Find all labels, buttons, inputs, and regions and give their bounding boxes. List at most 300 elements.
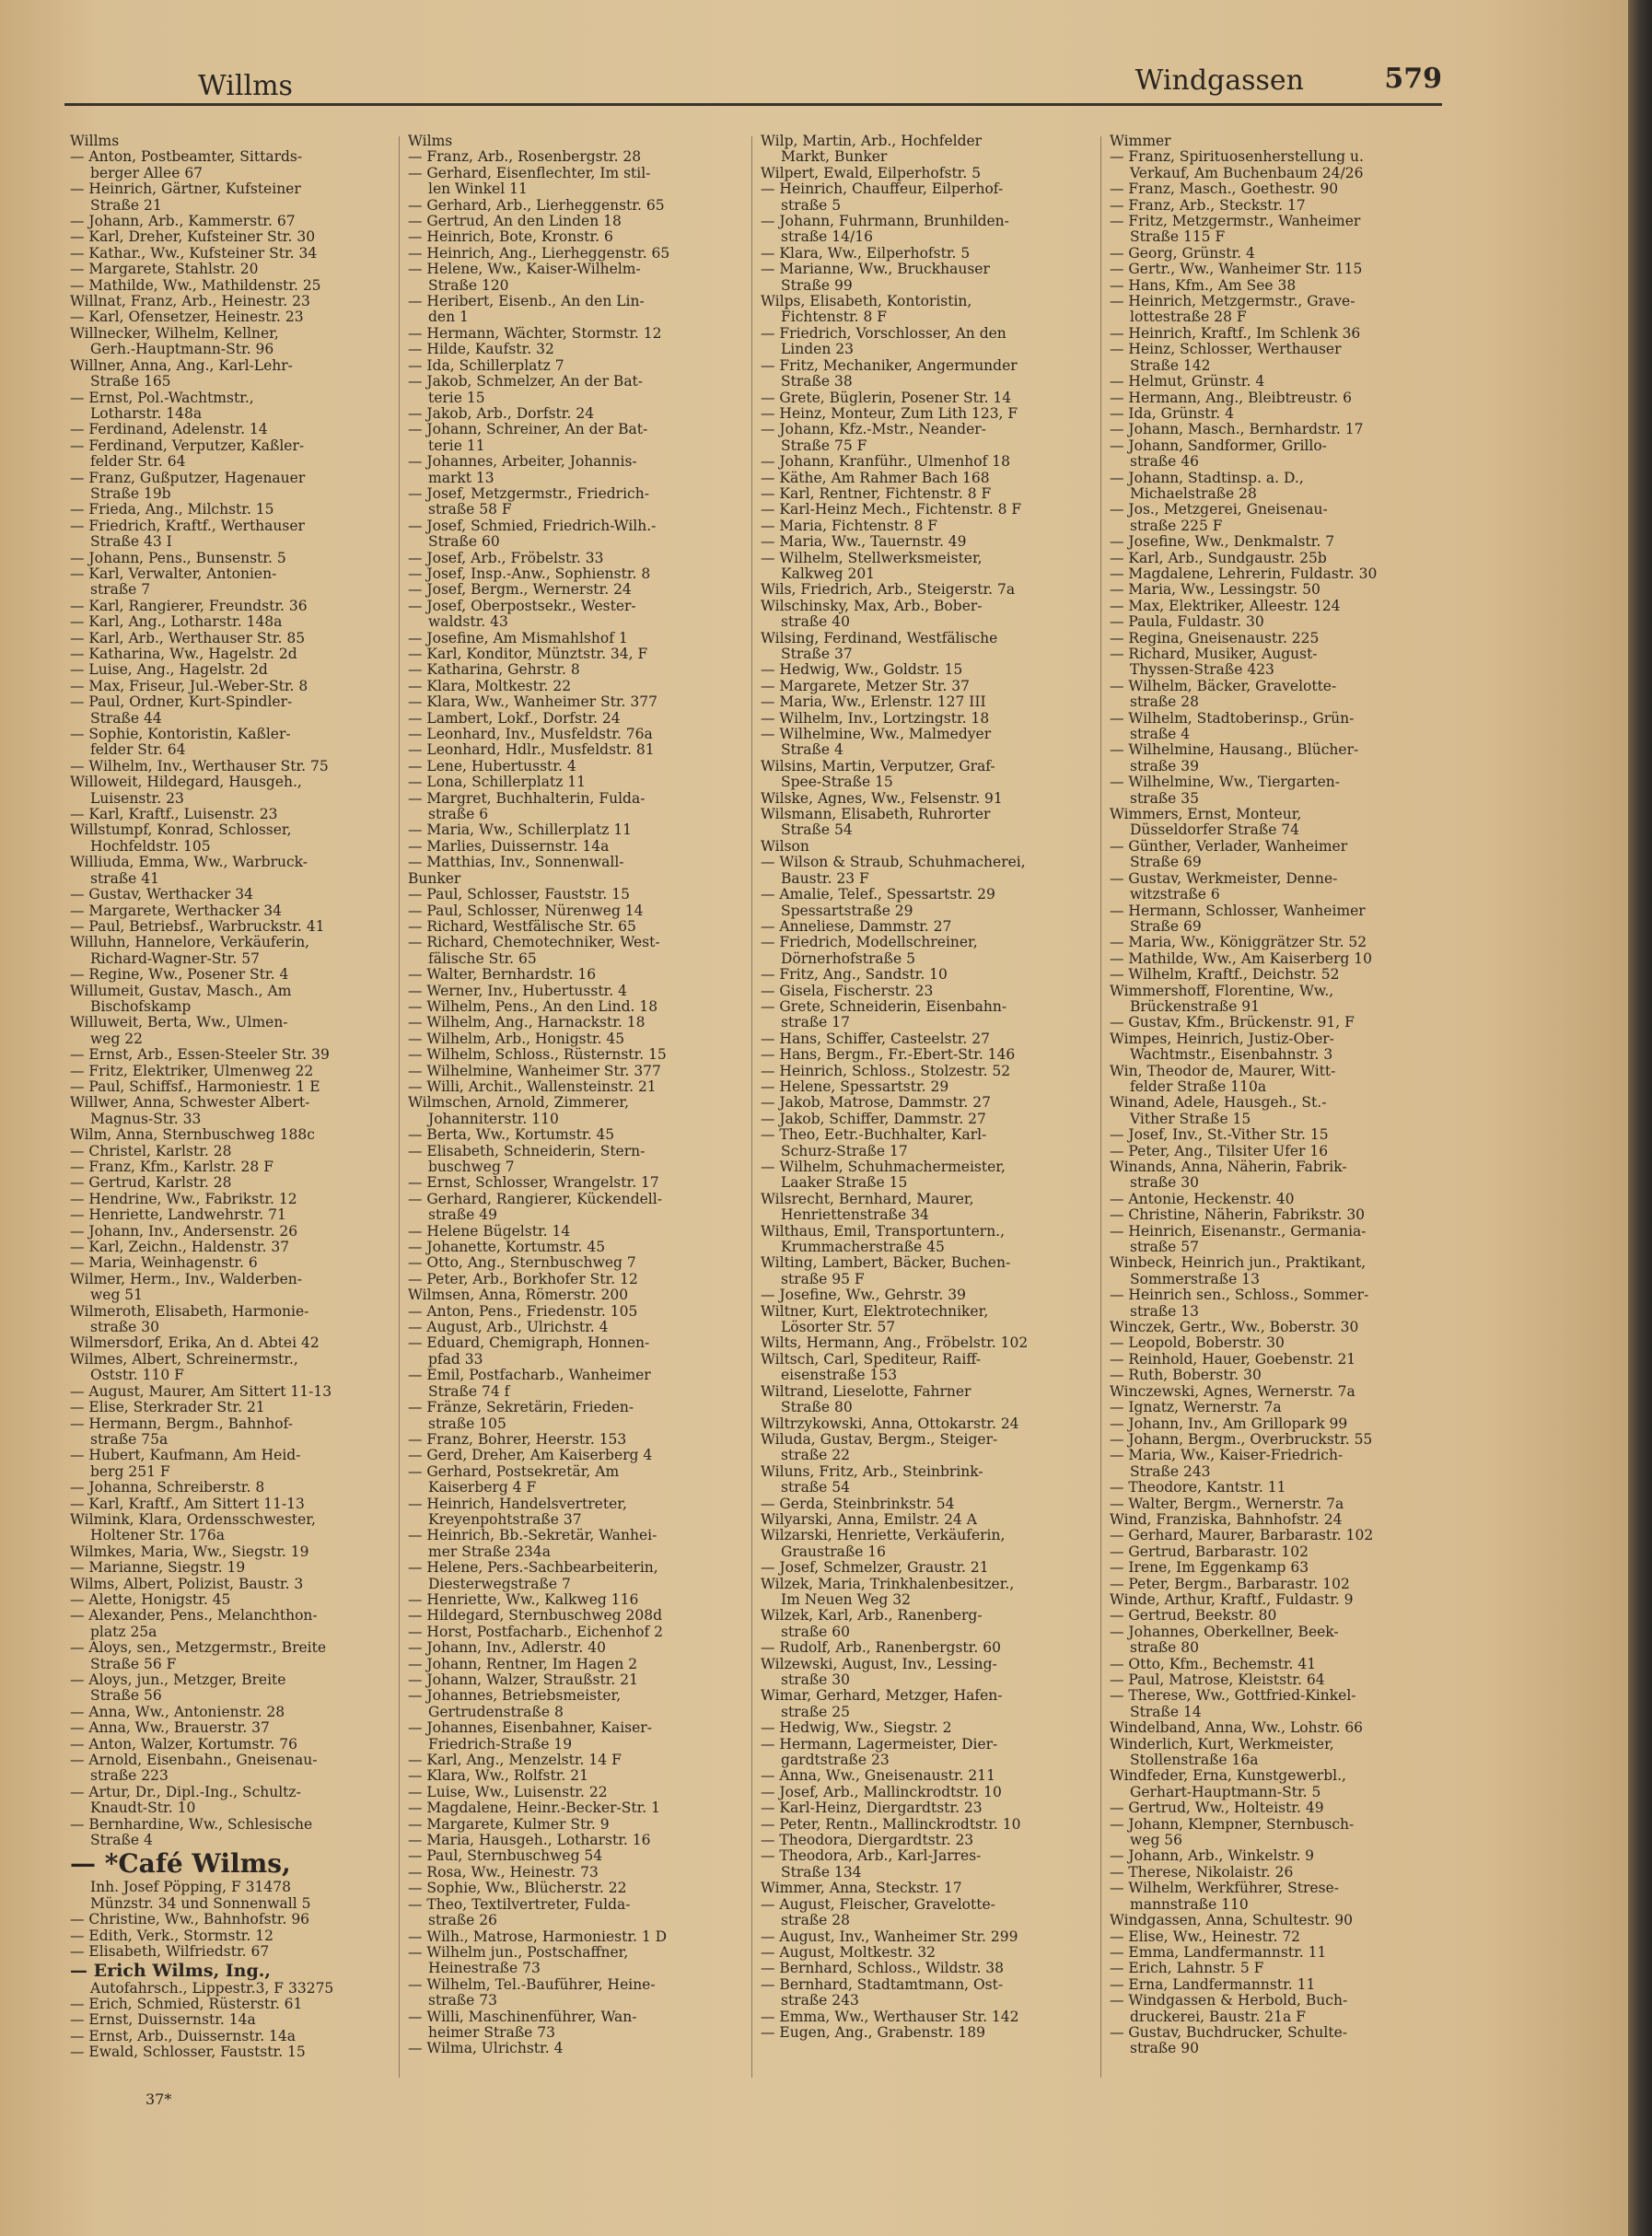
page-header bbox=[64, 59, 1442, 106]
entry-line: — Paul, Schiffsf., Harmoniestr. 1 E bbox=[70, 1078, 320, 1095]
entry-line: Wilpert, Ewald, Eilperhofstr. 5 bbox=[761, 165, 982, 181]
entry-line: markt 13 bbox=[428, 470, 494, 486]
entry-line: — Karl, Zeichn., Haldenstr. 37 bbox=[70, 1240, 290, 1256]
entry-line: — Katharina, Gehrstr. 8 bbox=[408, 662, 580, 679]
entry-line: Wilting, Lambert, Bäcker, Buchen- bbox=[761, 1255, 1011, 1272]
entry-line: Kreyenpohtstraße 37 bbox=[428, 1511, 582, 1528]
entry-line: Inh. Josef Pöpping, F 31478 bbox=[90, 1880, 291, 1896]
entry-line: len Winkel 11 bbox=[428, 181, 528, 198]
entry-line: — Heinrich, Kraftf., Im Schlenk 36 bbox=[1110, 325, 1361, 342]
entry-line: Stollenstraße 16a bbox=[1130, 1753, 1259, 1769]
entry-line: Luisenstr. 23 bbox=[90, 790, 184, 807]
entry-line: Markt, Bunker bbox=[781, 149, 888, 166]
entry-line: Willuweit, Berta, Ww., Ulmen- bbox=[70, 1015, 288, 1031]
entry-line: — Heinrich, Bb.-Sekretär, Wanhei- bbox=[408, 1528, 657, 1544]
entry-line: Spee-Straße 15 bbox=[781, 774, 893, 791]
entry-line: Vither Straße 15 bbox=[1130, 1111, 1251, 1127]
entry-line: — Anton, Pens., Friedenstr. 105 bbox=[408, 1303, 638, 1320]
entry-line: straße 6 bbox=[428, 807, 489, 823]
entry-line: — Anna, Ww., Gneisenaustr. 211 bbox=[761, 1768, 995, 1785]
entry-line: — Gustav, Kfm., Brückenstr. 91, F bbox=[1110, 1015, 1355, 1031]
entry-line: Straße 60 bbox=[428, 534, 500, 551]
entry-line: Straße 69 bbox=[1130, 918, 1202, 935]
entry-line: — Karl, Rangierer, Freundstr. 36 bbox=[70, 598, 308, 614]
entry-line: straße 30 bbox=[1130, 1175, 1200, 1192]
entry-line: Sommerstraße 13 bbox=[1130, 1271, 1260, 1287]
entry-line: — Magdalene, Lehrerin, Fuldastr. 30 bbox=[1110, 565, 1378, 582]
entry-line: — Lambert, Lokf., Dorfstr. 24 bbox=[408, 710, 621, 727]
entry-line: Wilm, Anna, Sternbuschweg 188c bbox=[70, 1127, 315, 1144]
entry-line: Magnus-Str. 33 bbox=[90, 1111, 202, 1127]
entry-line: — Johanette, Kortumstr. 45 bbox=[408, 1240, 606, 1256]
entry-line: — Ignatz, Wernerstr. 7a bbox=[1110, 1400, 1282, 1416]
entry-line: — Hans, Schiffer, Casteelstr. 27 bbox=[761, 1031, 991, 1047]
entry-line: — Regina, Gneisenaustr. 225 bbox=[1110, 630, 1320, 646]
entry-line: — Kathar., Ww., Kufsteiner Str. 34 bbox=[70, 245, 318, 262]
entry-line: Windfeder, Erna, Kunstgewerbl., bbox=[1110, 1768, 1346, 1785]
entry-line: — Peter, Bergm., Barbarastr. 102 bbox=[1110, 1576, 1350, 1592]
entry-line: — Wilhelm, Arb., Honigstr. 45 bbox=[408, 1031, 625, 1047]
entry-line: Spessartstraße 29 bbox=[781, 903, 913, 919]
entry-line: — Heinrich, Eisenanstr., Germania- bbox=[1110, 1223, 1367, 1240]
entry-line: — Josef, Bergm., Wernerstr. 24 bbox=[408, 582, 632, 599]
entry-line: Wilts, Hermann, Ang., Fröbelstr. 102 bbox=[761, 1335, 1029, 1352]
entry-line: — Richard, Westfälische Str. 65 bbox=[408, 918, 636, 935]
entry-line: — Ruth, Boberstr. 30 bbox=[1110, 1368, 1262, 1384]
entry-line: — Heinrich sen., Schloss., Sommer- bbox=[1110, 1287, 1369, 1304]
entry-line: — Christel, Karlstr. 28 bbox=[70, 1143, 232, 1159]
entry-line: straße 80 bbox=[1130, 1640, 1200, 1657]
column-2 bbox=[408, 134, 745, 2057]
entry-line: Düsseldorfer Straße 74 bbox=[1130, 822, 1300, 839]
entry-line: weg 22 bbox=[90, 1031, 144, 1047]
entry-line: — Paul, Ordner, Kurt-Spindler- bbox=[70, 694, 293, 711]
entry-line: — Georg, Grünstr. 4 bbox=[1110, 245, 1255, 262]
entry-line: — Therese, Nikolaistr. 26 bbox=[1110, 1864, 1294, 1881]
entry-line: Wilsins, Martin, Verputzer, Graf- bbox=[761, 758, 995, 774]
entry-line: — Wilhelm, Ang., Harnackstr. 18 bbox=[408, 1015, 646, 1031]
entry-line: straße 54 bbox=[781, 1480, 851, 1496]
entry-line: — Christine, Ww., Bahnhofstr. 96 bbox=[70, 1912, 310, 1928]
entry-line: Wilschinsky, Max, Arb., Bober- bbox=[761, 598, 983, 614]
entry-line: — Peter, Ang., Tilsiter Ufer 16 bbox=[1110, 1143, 1329, 1159]
entry-line: Wils, Friedrich, Arb., Steigerstr. 7a bbox=[761, 582, 1016, 599]
entry-line: berg 251 F bbox=[90, 1463, 170, 1480]
entry-line: — Luise, Ww., Luisenstr. 22 bbox=[408, 1784, 608, 1800]
entry-line: mer Straße 234a bbox=[428, 1543, 551, 1560]
entry-line: — Johann, Kranführ., Ulmenhof 18 bbox=[761, 454, 1010, 471]
entry-line: Wilsing, Ferdinand, Westfälische bbox=[761, 630, 998, 646]
entry-line: — Ida, Schillerplatz 7 bbox=[408, 357, 564, 374]
entry-line: — Horst, Postfacharb., Eichenhof 2 bbox=[408, 1624, 663, 1640]
entry-line: — Jakob, Arb., Dorfstr. 24 bbox=[408, 405, 595, 422]
entry-line: — Fritz, Metzgermstr., Wanheimer bbox=[1110, 214, 1361, 230]
entry-line: — Erich, Lahnstr. 5 F bbox=[1110, 1961, 1264, 1977]
entry-line: — Johann, Arb., Winkelstr. 9 bbox=[1110, 1848, 1315, 1865]
entry-line: Wilzarski, Henriette, Verkäuferin, bbox=[761, 1528, 1006, 1544]
entry-line: — Gertrud, Karlstr. 28 bbox=[70, 1175, 232, 1192]
entry-line: Münzstr. 34 und Sonnenwall 5 bbox=[90, 1895, 311, 1912]
entry-line: Wilps, Elisabeth, Kontoristin, bbox=[761, 294, 972, 310]
entry-line: — Theodora, Diergardtstr. 23 bbox=[761, 1833, 974, 1849]
entry-line: — Edith, Verk., Stormstr. 12 bbox=[70, 1927, 273, 1944]
entry-line: — Gerd, Dreher, Am Kaiserberg 4 bbox=[408, 1448, 653, 1464]
entry-line: — Walter, Bernhardstr. 16 bbox=[408, 967, 597, 984]
entry-line: den 1 bbox=[428, 309, 469, 326]
entry-line: eisenstraße 153 bbox=[781, 1368, 898, 1384]
entry-line: — Josef, Arb., Fröbelstr. 33 bbox=[408, 550, 604, 566]
entry-line: — Fritz, Mechaniker, Angermunder bbox=[761, 357, 1018, 374]
entry-line: straße 14/16 bbox=[781, 229, 873, 246]
entry-line: waldstr. 43 bbox=[428, 614, 508, 631]
entry-line: — Alexander, Pens., Melanchthon- bbox=[70, 1608, 318, 1625]
entry-line: Straße 44 bbox=[90, 710, 162, 727]
entry-line: — Antonie, Heckenstr. 40 bbox=[1110, 1191, 1295, 1207]
entry-line: straße 49 bbox=[428, 1207, 498, 1224]
entry-line: — Gerhard, Eisenflechter, Im stil- bbox=[408, 165, 651, 181]
entry-line: — August, Fleischer, Gravelotte- bbox=[761, 1896, 995, 1913]
entry-line: — Karl, Konditor, Münztstr. 34, F bbox=[408, 646, 648, 662]
entry-line: — Karl, Arb., Werthauser Str. 85 bbox=[70, 630, 306, 646]
entry-line: — Artur, Dr., Dipl.-Ing., Schultz- bbox=[70, 1784, 301, 1800]
entry-line: Win, Theodor de, Maurer, Witt- bbox=[1110, 1063, 1336, 1079]
entry-line: — Hubert, Kaufmann, Am Heid- bbox=[70, 1448, 301, 1464]
entry-line: — Jakob, Schiffer, Dammstr. 27 bbox=[761, 1111, 986, 1127]
entry-line: — Gustav, Werthacker 34 bbox=[70, 887, 253, 903]
entry-line: Straße 134 bbox=[781, 1864, 862, 1881]
entry-line: — Paul, Schlosser, Nürenweg 14 bbox=[408, 903, 644, 919]
entry-line: buschweg 7 bbox=[428, 1159, 515, 1175]
entry-line: Knaudt-Str. 10 bbox=[90, 1800, 196, 1817]
entry-line: — Franz, Spirituosenherstellung u. bbox=[1110, 149, 1364, 166]
entry-line: Holtener Str. 176a bbox=[90, 1528, 225, 1544]
column-3 bbox=[761, 134, 1098, 2041]
entry-line: druckerei, Baustr. 21a F bbox=[1130, 2009, 1306, 2025]
entry-line: straße 58 F bbox=[428, 502, 512, 518]
entry-line: — Johanna, Schreiberstr. 8 bbox=[70, 1480, 265, 1496]
entry-line: — Gertrud, Ww., Holteistr. 49 bbox=[1110, 1800, 1324, 1817]
entry-line: — Wilhelm, Tel.-Bauführer, Heine- bbox=[408, 1976, 656, 1993]
entry-line: — Johann, Klempner, Sternbusch- bbox=[1110, 1816, 1355, 1833]
entry-line: — Friedrich, Vorschlosser, An den bbox=[761, 325, 1006, 342]
entry-line: Wilske, Agnes, Ww., Felsenstr. 91 bbox=[761, 790, 1003, 807]
entry-line: mannstraße 110 bbox=[1130, 1896, 1249, 1913]
entry-line: pfad 33 bbox=[428, 1351, 483, 1368]
entry-line: — Johann, Rentner, Im Hagen 2 bbox=[408, 1656, 638, 1672]
entry-line: — Leonhard, Inv., Musfeldstr. 76a bbox=[408, 727, 653, 743]
entry-line: — Elisabeth, Schneiderin, Stern- bbox=[408, 1143, 646, 1159]
entry-line: Winczek, Gertr., Ww., Boberstr. 30 bbox=[1110, 1320, 1359, 1336]
entry-line: Kaiserberg 4 F bbox=[428, 1480, 537, 1496]
entry-line: — Friedrich, Kraftf., Werthauser bbox=[70, 518, 305, 534]
entry-line: Wiluns, Fritz, Arb., Steinbrink- bbox=[761, 1463, 983, 1480]
entry-line: — Gertrud, An den Linden 18 bbox=[408, 214, 622, 230]
entry-line: — Wilhelmine, Wanheimer Str. 377 bbox=[408, 1063, 661, 1079]
entry-line: Wimmershoff, Florentine, Ww., bbox=[1110, 983, 1334, 999]
entry-line: felder Str. 64 bbox=[90, 454, 186, 471]
entry-line: — Rosa, Ww., Heinestr. 73 bbox=[408, 1864, 599, 1881]
entry-line: — Margarete, Kulmer Str. 9 bbox=[408, 1816, 610, 1833]
entry-line: — Therese, Ww., Gottfried-Kinkel- bbox=[1110, 1688, 1356, 1705]
entry-line: — Wilhelmine, Ww., Malmedyer bbox=[761, 727, 992, 743]
entry-line: — Marianne, Siegstr. 19 bbox=[70, 1560, 246, 1577]
entry-line: — Karl, Rentner, Fichtenstr. 8 F bbox=[761, 485, 992, 502]
entry-line: Wiltrzykowski, Anna, Ottokarstr. 24 bbox=[761, 1415, 1019, 1432]
entry-line: — Berta, Ww., Kortumstr. 45 bbox=[408, 1127, 615, 1144]
entry-line: — Jakob, Matrose, Dammstr. 27 bbox=[761, 1095, 991, 1112]
entry-line: — Bernhard, Stadtamtmann, Ost- bbox=[761, 1976, 1004, 1993]
entry-line: — Gertrud, Barbarastr. 102 bbox=[1110, 1543, 1309, 1560]
entry-line: Richard-Wagner-Str. 57 bbox=[90, 950, 260, 967]
entry-line: Wimmers, Ernst, Monteur, bbox=[1110, 807, 1302, 823]
entry-line: Bunker bbox=[408, 870, 461, 887]
entry-line: straße 26 bbox=[428, 1913, 498, 1929]
column-divider bbox=[399, 136, 400, 2078]
entry-line: — Emma, Landfermannstr. 11 bbox=[1110, 1944, 1327, 1961]
entry-line: Gerhart-Hauptmann-Str. 5 bbox=[1130, 1784, 1321, 1800]
entry-line: — Maria, Ww., Erlenstr. 127 III bbox=[761, 694, 986, 711]
entry-line: Winczewski, Agnes, Wernerstr. 7a bbox=[1110, 1383, 1355, 1400]
entry-line: Wilmsen, Anna, Römerstr. 200 bbox=[408, 1287, 629, 1304]
entry-line: — Gertr., Ww., Wanheimer Str. 115 bbox=[1110, 262, 1363, 278]
entry-line: — Josefine, Am Mismahlshof 1 bbox=[408, 630, 628, 646]
entry-line: Straße 54 bbox=[781, 822, 853, 839]
entry-line: — Helene, Ww., Kaiser-Wilhelm- bbox=[408, 262, 641, 278]
entry-line: weg 56 bbox=[1130, 1833, 1183, 1849]
entry-line: — Luise, Ang., Hagelstr. 2d bbox=[70, 662, 268, 679]
entry-line: — Johann, Inv., Am Grillopark 99 bbox=[1110, 1415, 1348, 1432]
entry-line: — Hilde, Kaufstr. 32 bbox=[408, 342, 554, 358]
entry-line: Straße 99 bbox=[781, 277, 853, 294]
entry-line: Winands, Anna, Näherin, Fabrik- bbox=[1110, 1159, 1347, 1175]
entry-line: Willnat, Franz, Arb., Heinestr. 23 bbox=[70, 294, 310, 310]
entry-line: — Irene, Im Eggenkamp 63 bbox=[1110, 1560, 1309, 1577]
entry-line: Straße 14 bbox=[1130, 1704, 1202, 1720]
entry-line: — August, Maurer, Am Sittert 11-13 bbox=[70, 1383, 332, 1400]
entry-line: straße 60 bbox=[781, 1624, 851, 1640]
entry-line: Wilson bbox=[761, 838, 809, 855]
entry-line: — Katharina, Ww., Hagelstr. 2d bbox=[70, 646, 297, 662]
entry-line: Wind, Franziska, Bahnhofstr. 24 bbox=[1110, 1511, 1343, 1528]
entry-line: — Johann, Inv., Andersenstr. 26 bbox=[70, 1223, 298, 1240]
entry-line: — *Café Wilms, bbox=[70, 1848, 291, 1880]
entry-line: — Paul, Schlosser, Fauststr. 15 bbox=[408, 887, 630, 903]
entry-line: Kalkweg 201 bbox=[781, 565, 876, 582]
entry-line: — Leopold, Boberstr. 30 bbox=[1110, 1335, 1285, 1352]
entry-line: — Henriette, Ww., Kalkweg 116 bbox=[408, 1591, 639, 1608]
entry-line: straße 40 bbox=[781, 614, 851, 631]
entry-line: — Maria, Fichtenstr. 8 F bbox=[761, 518, 938, 534]
entry-line: — Frieda, Ang., Milchstr. 15 bbox=[70, 502, 274, 518]
entry-line: Wilyarski, Anna, Emilstr. 24 A bbox=[761, 1511, 977, 1528]
entry-line: straße 73 bbox=[428, 1993, 498, 2009]
entry-line: — Ferdinand, Verputzer, Kaßler- bbox=[70, 437, 305, 454]
entry-line: — Hermann, Schlosser, Wanheimer bbox=[1110, 903, 1366, 919]
entry-line: Windgassen, Anna, Schultestr. 90 bbox=[1110, 1913, 1353, 1929]
entry-line: Gertrudenstraße 8 bbox=[428, 1704, 564, 1720]
entry-line: straße 7 bbox=[90, 582, 151, 599]
entry-line: straße 28 bbox=[1130, 694, 1200, 711]
entry-line: — Leonhard, Hdlr., Musfeldstr. 81 bbox=[408, 742, 655, 759]
entry-line: Straße 80 bbox=[781, 1400, 853, 1416]
entry-line: Straße 75 F bbox=[781, 437, 867, 454]
book-spine bbox=[1628, 0, 1652, 2236]
entry-line: — Wilhelm jun., Postschaffner, bbox=[408, 1944, 629, 1961]
entry-line: — Erich, Schmied, Rüsterstr. 61 bbox=[70, 1996, 303, 2012]
entry-line: — Maria, Ww., Schillerplatz 11 bbox=[408, 822, 633, 839]
entry-line: — Mathilde, Ww., Mathildenstr. 25 bbox=[70, 277, 321, 294]
entry-line: — Werner, Inv., Hubertusstr. 4 bbox=[408, 983, 627, 999]
entry-line: Wilp, Martin, Arb., Hochfelder bbox=[761, 134, 983, 149]
entry-line: — Wilhelm, Stellwerksmeister, bbox=[761, 550, 983, 566]
entry-line: — Heinrich, Gärtner, Kufsteiner bbox=[70, 181, 301, 198]
entry-line: gardtstraße 23 bbox=[781, 1753, 890, 1769]
entry-line: — Jos., Metzgerei, Gneisenau- bbox=[1110, 502, 1328, 518]
entry-line: berger Allee 67 bbox=[90, 165, 204, 181]
entry-line: — Helene Bügelstr. 14 bbox=[408, 1223, 571, 1240]
entry-line: Bischofskamp bbox=[90, 998, 192, 1015]
entry-line: — Hedwig, Ww., Siegstr. 2 bbox=[761, 1720, 952, 1737]
column-divider bbox=[751, 136, 752, 2078]
entry-line: Wilmeroth, Elisabeth, Harmonie- bbox=[70, 1303, 309, 1320]
entry-line: — Theodora, Arb., Karl-Jarres- bbox=[761, 1848, 982, 1865]
entry-line: straße 225 F bbox=[1130, 518, 1223, 534]
entry-line: — Karl, Dreher, Kufsteiner Str. 30 bbox=[70, 229, 316, 246]
entry-line: — Jakob, Schmelzer, An der Bat- bbox=[408, 374, 644, 390]
entry-line: — Anton, Walzer, Kortumstr. 76 bbox=[70, 1736, 297, 1753]
entry-line: straße 39 bbox=[1130, 758, 1200, 774]
entry-line: — Anneliese, Dammstr. 27 bbox=[761, 918, 952, 935]
entry-line: — Paul, Sternbuschweg 54 bbox=[408, 1848, 603, 1865]
entry-line: — Willi, Archit., Wallensteinstr. 21 bbox=[408, 1078, 657, 1095]
entry-line: Straße 4 bbox=[781, 742, 843, 759]
entry-line: — Franz, Arb., Steckstr. 17 bbox=[1110, 197, 1306, 214]
entry-line: Wilmschen, Arnold, Zimmerer, bbox=[408, 1095, 630, 1112]
entry-line: — Karl, Ofensetzer, Heinestr. 23 bbox=[70, 309, 304, 326]
entry-line: — Johann, Stadtinsp. a. D., bbox=[1110, 470, 1304, 486]
header-left-keyword: Willms bbox=[198, 70, 293, 102]
entry-line: Lösorter Str. 57 bbox=[781, 1320, 896, 1336]
entry-line: — Johannes, Arbeiter, Johannis- bbox=[408, 454, 637, 471]
entry-line: — Hedwig, Ww., Goldstr. 15 bbox=[761, 662, 963, 679]
entry-line: — Johann, Schreiner, An der Bat- bbox=[408, 422, 648, 438]
entry-line: — Wilhelm, Werkführer, Strese- bbox=[1110, 1881, 1339, 1897]
entry-line: — Klara, Ww., Rolfstr. 21 bbox=[408, 1768, 589, 1785]
entry-line: — Gertrud, Beekstr. 80 bbox=[1110, 1608, 1277, 1625]
entry-line: — Wilhelmine, Ww., Tiergarten- bbox=[1110, 774, 1340, 791]
entry-line: Willuhn, Hannelore, Verkäuferin, bbox=[70, 935, 310, 951]
entry-line: fälische Str. 65 bbox=[428, 950, 537, 967]
entry-line: Wimmer, Anna, Steckstr. 17 bbox=[761, 1881, 962, 1897]
entry-line: — Johann, Inv., Adlerstr. 40 bbox=[408, 1640, 606, 1657]
entry-line: Straße 120 bbox=[428, 277, 509, 294]
entry-line: — Anna, Ww., Brauerstr. 37 bbox=[70, 1720, 270, 1737]
entry-line: Graustraße 16 bbox=[781, 1543, 887, 1560]
entry-line: — Helmut, Grünstr. 4 bbox=[1110, 374, 1265, 390]
entry-line: — Maria, Ww., Kaiser-Friedrich- bbox=[1110, 1448, 1344, 1464]
entry-line: Straße 38 bbox=[781, 374, 853, 390]
entry-line: Lotharstr. 148a bbox=[90, 405, 203, 422]
entry-line: — Gustav, Buchdrucker, Schulte- bbox=[1110, 2024, 1348, 2041]
entry-line: — Gustav, Werkmeister, Denne- bbox=[1110, 870, 1338, 887]
entry-line: — Hermann, Lagermeister, Dier- bbox=[761, 1736, 998, 1753]
entry-line: Wilmersdorf, Erika, An d. Abtei 42 bbox=[70, 1335, 320, 1352]
entry-line: Dörnerhofstraße 5 bbox=[781, 950, 915, 967]
entry-line: Wilmer, Herm., Inv., Walderben- bbox=[70, 1271, 302, 1287]
entry-line: — Aloys, sen., Metzgermstr., Breite bbox=[70, 1640, 327, 1657]
entry-line: — Richard, Chemotechniker, West- bbox=[408, 935, 660, 951]
entry-line: Straße 37 bbox=[781, 646, 853, 662]
entry-line: Wiltsch, Carl, Spediteur, Raiff- bbox=[761, 1351, 982, 1368]
entry-line: Fichtenstr. 8 F bbox=[781, 309, 888, 326]
entry-line: — Josef, Oberpostsekr., Wester- bbox=[408, 598, 636, 614]
entry-line: — Bernhard, Schloss., Wildstr. 38 bbox=[761, 1961, 1005, 1977]
entry-line: — Wilhelmine, Hausang., Blücher- bbox=[1110, 742, 1359, 759]
entry-line: — Hildegard, Sternbuschweg 208d bbox=[408, 1608, 663, 1625]
entry-line: Friedrich-Straße 19 bbox=[428, 1736, 573, 1753]
entry-line: platz 25a bbox=[90, 1624, 157, 1640]
entry-line: — Lona, Schillerplatz 11 bbox=[408, 774, 587, 791]
entry-line: — Günther, Verlader, Wanheimer bbox=[1110, 838, 1348, 855]
entry-line: — Eduard, Chemigraph, Honnen- bbox=[408, 1335, 650, 1352]
entry-line: Straße 43 I bbox=[90, 534, 172, 551]
entry-line: — Gerda, Steinbrinkstr. 54 bbox=[761, 1496, 955, 1512]
entry-line: — Emma, Ww., Werthauser Str. 142 bbox=[761, 2009, 1019, 2025]
entry-line: Wilmes, Albert, Schreinermstr., bbox=[70, 1351, 298, 1368]
entry-line: — Käthe, Am Rahmer Bach 168 bbox=[761, 470, 990, 486]
entry-line: straße 22 bbox=[781, 1448, 851, 1464]
entry-line: Wilsrecht, Bernhard, Maurer, bbox=[761, 1191, 974, 1207]
entry-line: Willnecker, Wilhelm, Kellner, bbox=[70, 325, 279, 342]
entry-line: — Gisela, Fischerstr. 23 bbox=[761, 983, 934, 999]
entry-line: — Matthias, Inv., Sonnenwall- bbox=[408, 855, 624, 871]
header-right-keyword: Windgassen bbox=[1134, 64, 1304, 97]
entry-line: — Johann, Kfz.-Mstr., Neander- bbox=[761, 422, 986, 438]
entry-line: Wiltner, Kurt, Elektrotechniker, bbox=[761, 1303, 989, 1320]
entry-line: — Reinhold, Hauer, Goebenstr. 21 bbox=[1110, 1351, 1356, 1368]
entry-line: straße 13 bbox=[1130, 1303, 1200, 1320]
entry-line: — Elise, Ww., Heinestr. 72 bbox=[1110, 1928, 1301, 1945]
entry-line: Diesterwegstraße 7 bbox=[428, 1576, 571, 1592]
entry-line: — Karl-Heinz, Diergardtstr. 23 bbox=[761, 1800, 983, 1817]
entry-line: Windelband, Anna, Ww., Lohstr. 66 bbox=[1110, 1720, 1364, 1737]
entry-line: — Peter, Rentn., Mallinckrodtstr. 10 bbox=[761, 1816, 1021, 1833]
entry-line: — Eugen, Ang., Grabenstr. 189 bbox=[761, 2024, 985, 2041]
entry-line: — Mathilde, Ww., Am Kaiserberg 10 bbox=[1110, 950, 1372, 967]
entry-line: — Josef, Schmied, Friedrich-Wilh.- bbox=[408, 518, 657, 534]
entry-line: — Heribert, Eisenb., An den Lin- bbox=[408, 294, 645, 310]
entry-line: — Hermann, Ang., Bleibtreustr. 6 bbox=[1110, 390, 1352, 406]
entry-line: — Josef, Metzgermstr., Friedrich- bbox=[408, 485, 649, 502]
entry-line: — Anton, Postbeamter, Sittards- bbox=[70, 149, 303, 166]
entry-line: — Margarete, Werthacker 34 bbox=[70, 903, 282, 919]
entry-line: — Wilhelm, Inv., Werthauser Str. 75 bbox=[70, 758, 329, 774]
entry-line: — Wilhelm, Inv., Lortzingstr. 18 bbox=[761, 710, 990, 727]
entry-line: — Hans, Kfm., Am See 38 bbox=[1110, 277, 1297, 294]
entry-line: — Regine, Ww., Posener Str. 4 bbox=[70, 967, 289, 984]
entry-line: — Theodore, Kantstr. 11 bbox=[1110, 1480, 1286, 1496]
entry-line: — Helene, Pers.-Sachbearbeiterin, bbox=[408, 1560, 658, 1577]
entry-line: — Franz, Kfm., Karlstr. 28 F bbox=[70, 1159, 273, 1175]
entry-line: — Heinz, Monteur, Zum Lith 123, F bbox=[761, 405, 1018, 422]
entry-line: — Erna, Landfermannstr. 11 bbox=[1110, 1976, 1316, 1993]
entry-line: straße 30 bbox=[781, 1672, 851, 1688]
entry-line: straße 95 F bbox=[781, 1271, 865, 1287]
entry-line: — Paul, Matrose, Kleiststr. 64 bbox=[1110, 1672, 1325, 1688]
entry-line: straße 35 bbox=[1130, 790, 1200, 807]
entry-line: straße 46 bbox=[1130, 454, 1200, 471]
entry-line: — Johannes, Betriebsmeister, bbox=[408, 1688, 622, 1705]
